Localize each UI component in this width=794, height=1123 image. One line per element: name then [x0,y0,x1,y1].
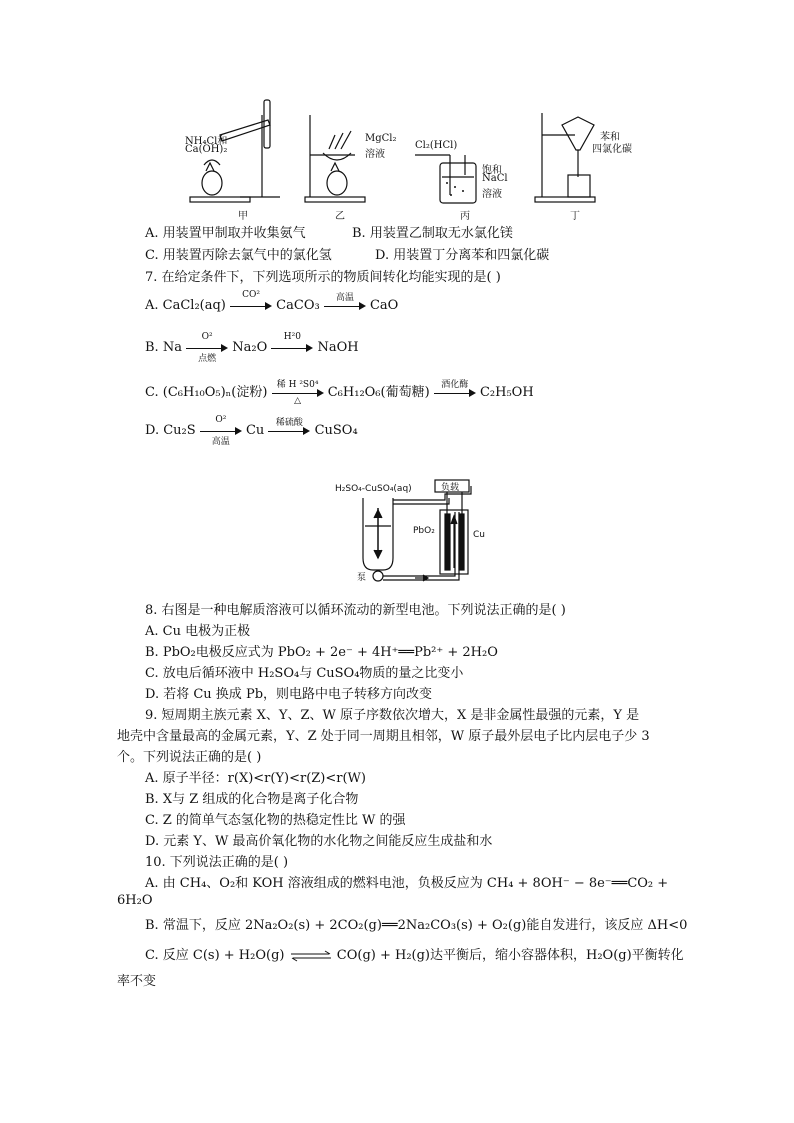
apparatus-ding [535,113,595,202]
q7b-product: NaOH [317,340,359,355]
caption-jia: 甲 [238,211,248,222]
q9-option-a: A. 原子半径：r(X)<r(Y)<r(Z)<r(W) [145,771,366,786]
battery-solution-label: H₂SO₄-CuSO₄(aq) [335,484,412,494]
q7c-reactant: C. (C₆H₁₀O₅)ₙ(淀粉) [145,385,268,400]
q10-option-a-line-2: 6H₂O [117,893,153,908]
battery-cu-label: Cu [473,530,485,540]
q6-option-a: A. 用装置甲制取并收集氨气 [145,226,306,241]
q7a-arrow-1: CO² [230,299,272,313]
q7d-intermediate: Cu [245,423,265,438]
q9-option-b: B. X与 Z 组成的化合物是离子化合物 [145,792,359,807]
q7b-intermediate: Na₂O [232,340,268,355]
caption-bing: 丙 [460,211,470,222]
q7b-arrow-1: O² 点燃 [186,341,228,355]
q10c-reactants: C. 反应 C(s) + H₂O(g) [145,948,285,963]
bing-gas-label: Cl₂(HCl) [415,140,458,151]
q7a-intermediate: CaCO₃ [276,298,320,313]
q10-stem: 10. 下列说法正确的是( ) [145,855,289,870]
q8-option-c: C. 放电后循环液中 H₂SO₄与 CuSO₄物质的量之比变小 [145,666,464,681]
bing-solution-label-2: NaCl [482,173,508,184]
q6-option-c: C. 用装置丙除去氯气中的氯化氢 [145,248,332,263]
q7c-arrow-2: 酒化酶 [434,386,476,400]
q8-stem: 8. 右图是一种电解质溶液可以循环流动的新型电池。下列说法正确的是( ) [145,603,566,618]
q9-stem-line-3: 个。下列说法正确的是( ) [117,750,262,765]
q6-option-b: B. 用装置乙制取无水氯化镁 [352,226,513,241]
q7d-arrow-1: O² 高温 [200,424,242,438]
caption-yi: 乙 [335,211,345,222]
ding-reagent-label-1: 苯和 [600,132,620,143]
q7d-reactant: D. Cu₂S [145,423,196,438]
q10-option-a-line-1: A. 由 CH₄、O₂和 KOH 溶液组成的燃料电池，负极反应为 CH₄ + 8OH⁻ − 8e⁻══CO₂ + [145,876,669,891]
ding-reagent-label-2: 四氯化碳 [592,144,632,155]
q10-option-c-line-2: 率不变 [117,974,157,989]
q7d-product: CuSO₄ [314,423,358,438]
battery-figure [335,478,505,590]
q10-option-b: B. 常温下，反应 2Na₂O₂(s) + 2CO₂(g)══2Na₂CO₃(s) + O₂(g)能自发进行，该反应 ΔH<0 [145,918,688,933]
q7-option-c [145,379,534,406]
q7a-reactant: A. CaCl₂(aq) [145,298,226,313]
yi-reagent-label: MgCl₂ [365,133,397,144]
q7-option-d [145,414,358,447]
q9-option-c: C. Z 的简单气态氢化物的热稳定性比 W 的强 [145,813,406,828]
q9-option-d: D. 元素 Y、W 最高价氧化物的水化物之间能反应生成盐和水 [145,834,493,849]
bing-solution-label-3: 溶液 [482,189,502,200]
q7c-product: C₂H₅OH [479,385,534,400]
q7-stem: 7. 在给定条件下，下列选项所示的物质间转化均能实现的是( ) [145,270,501,285]
q7a-arrow-2: 高温 [324,299,366,313]
q6-option-d: D. 用装置丁分离苯和四氯化碳 [375,248,550,263]
q7b-arrow-2: H²0 [271,341,313,355]
apparatus-yi [305,115,365,202]
q10-option-c-line-1 [145,944,684,963]
equilibrium-arrow-icon [289,950,333,962]
q9-stem-line-2: 地壳中含量最高的金属元素，Y、Z 处于同一周期且相邻，W 原子最外层电子比内层电子少 3 [117,729,650,744]
q8-option-a: A. Cu 电极为正极 [145,624,251,639]
apparatus-bing [415,155,476,203]
q7-option-a [145,289,399,313]
q8-option-d: D. 若将 Cu 换成 Pb，则电路中电子转移方向改变 [145,687,433,702]
q7-option-b [145,331,359,364]
q7d-arrow-2: 稀硫酸 [268,424,310,438]
q7c-arrow-1: 稀 H ²S0⁴ △ [272,386,324,400]
q10c-products: CO(g) + H₂(g)达平衡后，缩小容器体积，H₂O(g)平衡转化 [336,948,684,963]
caption-ding: 丁 [570,211,580,222]
q9-stem-line-1: 9. 短周期主族元素 X、Y、Z、W 原子序数依次增大，X 是非金属性最强的元素，Y 是 [145,708,640,723]
bing-solution-label-1: 饱和 [482,165,502,176]
q8-option-b: B. PbO₂电极反应式为 PbO₂ + 2e⁻ + 4H⁺══Pb²⁺ + 2H₂O [145,645,498,660]
apparatus-drawing [180,95,650,215]
jia-reagent-label: NH₄Cl和 [185,136,228,147]
apparatus-figure [180,95,650,222]
q7a-product: CaO [369,298,399,313]
q7c-intermediate: C₆H₁₂O₆(葡萄糖) [327,385,430,400]
yi-reagent-label-2: 溶液 [365,149,385,160]
battery-load-label: 负载 [441,483,460,493]
battery-pbo2-label: PbO₂ [413,526,435,536]
q7b-reactant: B. Na [145,340,182,355]
battery-pump-label: 泵 [357,573,367,583]
jia-reagent-label-2: Ca(OH)₂ [185,144,228,155]
